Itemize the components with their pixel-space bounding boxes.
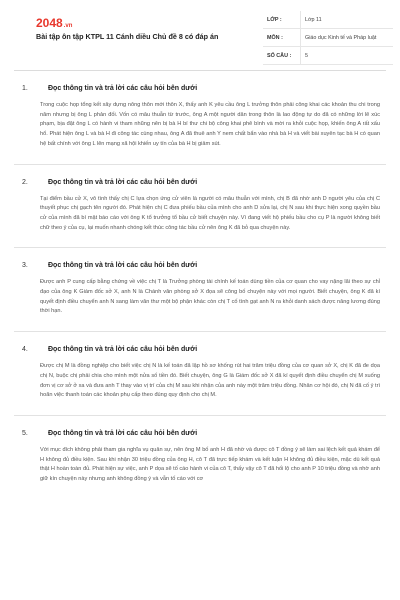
question-heading-text: Đọc thông tin và trả lời các câu hỏi bên dưới: [48, 178, 198, 186]
logo-suffix: .vn: [63, 23, 73, 29]
question-number: 1.: [22, 85, 28, 92]
question-3: [14, 248, 386, 317]
question-body: Được anh P cung cấp bằng chứng về việc chị T là Trưởng phòng tài chính kế toán dùng tiền của cơ quan cho vay nặng lãi theo sự chỉ đạo của ông K Giám đốc sở X, anh N là Chánh văn phòng sở X đọa sẽ công bố chuyện này với mọi người. Biết chuyện, ông K đã kí quyết định điều chuyển anh N sang làm văn thư một bộ phận khác còn chị T cố tình gạt anh N ra khỏi danh sách được nâng lương đúng thời hạn.: [40, 279, 380, 315]
meta-value: 5: [300, 47, 393, 64]
meta-key: LỚP :: [267, 16, 282, 23]
logo-text: 2048: [36, 16, 63, 30]
meta-row-subject: [263, 29, 393, 47]
question-body: Tại điểm bầu cử X, vô tình thấy chị C lựa chọn ứng cử viên là người có mâu thuẫn với mình, chị B đã nhờ anh D người yêu của chị C thuyết phục chị gạch tên người đó. Phát hiện chị C đưa phiếu bầu của mình cho anh D sửa lại, chị N sau khi thực hiện xong quyền bầu cử của mình đã bí mật báo cáo với ông K tổ trưởng tổ bầu cử biết chuyện này. Vì đang viết hộ phiếu bầu cho cụ P là người không biết chữ theo ý của cụ, lại muốn nhanh chóng kết thúc công tác bầu cử nên ông K đã bỏ qua chuyện này.: [40, 195, 380, 231]
question-body: Trong cuộc họp tổng kết xây dựng nông thôn mới thôn X, thấy anh K yêu cầu ông L trưởng thôn phải công khai các khoản thu chi trong năm nhưng bị ông L phản đối. Vốn có mâu thuẫn từ trước, ông A một người dân trong thôn là lao động tự do đã có những lời lẽ xúc phạm, bịa đặt ông L có hành vi tham nhũng nên bị bà H bí thư chi bộ công khai phê bình và mời ra khỏi cuộc họp, khiến ông A rất xấu hổ. Phát hiện ông L và bà H đi công tác cùng nhau, ông A đã thuê anh Y nem chất bẩn vào nhà bà H và viết bài xuyên tạc bà H có quan hệ bất chính với ông L lên mạng xã hội khiến uy tín của bà H bị giảm sút.: [40, 102, 380, 147]
meta-value: Lớp 11: [300, 11, 393, 28]
question-heading-text: Đọc thông tin và trả lời các câu hỏi bên dưới: [48, 429, 198, 437]
question-number: 3.: [22, 262, 28, 270]
question-heading-text: Đọc thông tin và trả lời các câu hỏi bên dưới: [48, 85, 198, 92]
question-5: [14, 416, 386, 485]
question-number: 5.: [22, 429, 28, 437]
question-heading-text: Đọc thông tin và trả lời các câu hỏi bên dưới: [48, 346, 198, 354]
question-4: [14, 332, 386, 401]
question-body: Được chị M là đồng nghiệp cho biết việc chị N là kế toán đã lập hồ sơ khống rút hai trăm triệu đồng của cơ quan sở X, chị K đã đe dọa chị N, buộc chị phải chia cho mình một nửa số tiền đó. Biết chuyện, ông G là Giám đốc sở X đã kí quyết định điều chuyển chị M xuống đơn vị cơ sở ở xa và đưa anh T thay vào vị trí của chị M sau khi nhận của anh này một trăm triệu đồng. Nhân cơ hội đó, chị N đã cố ý trì hoãn việc thanh toán các khoản phụ cấp theo đúng quy định cho chị M.: [40, 363, 380, 399]
meta-row-question-count: [263, 47, 393, 65]
question-number: 2.: [22, 178, 28, 186]
question-heading-text: Đọc thông tin và trả lời các câu hỏi bên dưới: [48, 262, 198, 270]
meta-key: SỐ CÂU :: [267, 52, 292, 59]
meta-table: [263, 11, 393, 65]
question-2: [14, 165, 386, 234]
question-heading: [14, 85, 386, 92]
site-logo[interactable]: [36, 16, 72, 30]
meta-key: MÔN :: [267, 34, 283, 41]
question-heading: [14, 430, 386, 437]
question-1: [14, 71, 386, 150]
question-number: 4.: [22, 346, 28, 354]
question-body: Với mục đích không phải tham gia nghĩa vụ quân sự, nên ông M bố anh H đã nhờ và được cô T đồng ý sẽ làm sai lệch kết quả khám để H không đủ điều kiện. Sau khi nhận 30 triệu đồng của ông H, cô T đã trực tiếp khám và kết luận H không đủ điều kiện, mặc dù kết quả thật H hoàn toàn đủ. Phát hiện sự việc, anh P dọa sẽ tố cáo hành vi của cô T, thấy vậy cô T đã hối lộ cho anh P 10 triệu đồng và nhờ anh giữ kín chuyện này nhưng anh không đồng ý và vẫn tố cáo với cơ: [40, 446, 380, 483]
question-heading: [14, 179, 386, 186]
question-heading: [14, 346, 386, 353]
meta-row-grade: [263, 11, 393, 29]
document-header: [14, 0, 386, 70]
meta-value: Giáo dục Kinh tế và Pháp luật: [300, 29, 393, 46]
question-heading: [14, 262, 386, 269]
document-title: Bài tập ôn tập KTPL 11 Cánh diều Chủ đề 8 có đáp án: [36, 32, 219, 41]
